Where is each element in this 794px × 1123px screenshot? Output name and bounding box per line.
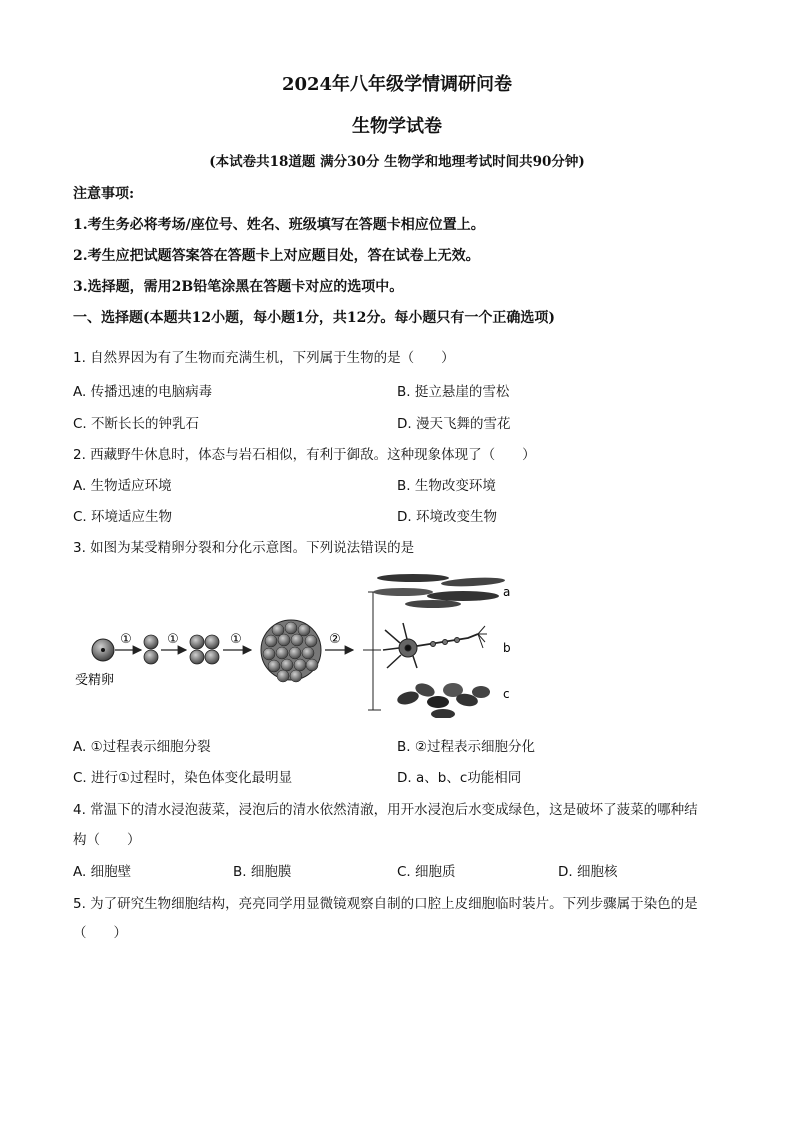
notice-item-1: 1.考生务必将考场/座位号、姓名、班级填写在答题卡相应位置上。 (73, 217, 485, 233)
question-4-stem-line1: 4. 常温下的清水浸泡菠菜，浸泡后的清水依然清澈，用开水浸泡后水变成绿色，这是破坏了菠菜的哪种结 (73, 802, 698, 818)
question-1-stem: 1. 自然界因为有了生物而充满生机，下列属于生物的是（ ） (73, 350, 455, 366)
question-1-option-b: B. 挺立悬崖的雪松 (397, 384, 510, 400)
exam-title: 2024年八年级学情调研问卷 (281, 74, 513, 95)
zygote-cell (92, 639, 114, 661)
question-2-option-a: A. 生物适应环境 (73, 478, 172, 494)
exam-subject: 生物学试卷 (352, 116, 442, 137)
question-2-stem: 2. 西藏野牛休息时，体态与岩石相似，有利于御敌。这种现象体现了（ ） (73, 447, 536, 463)
branch-bracket (363, 592, 373, 710)
cell-cluster (261, 620, 321, 682)
two-cell-stage (144, 635, 158, 664)
question-2-option-b: B. 生物改变环境 (397, 478, 496, 494)
question-1-option-c: C. 不断长长的钟乳石 (73, 416, 200, 432)
label-a: a (503, 585, 511, 599)
question-4-option-a: A. 细胞壁 (73, 864, 132, 880)
question-5-stem-line1: 5. 为了研究生物细胞结构，亮亮同学用显微镜观察自制的口腔上皮细胞临时装片。下列步骤属于染色的是 (73, 896, 698, 912)
question-5-stem-line2: （ ） (73, 925, 127, 941)
question-3-option-c: C. 进行①过程时，染色体变化最明显 (73, 770, 293, 786)
four-cell-stage (190, 635, 219, 664)
zygote-label: 受精卵 (75, 673, 115, 688)
question-4-option-d: D. 细胞核 (558, 864, 618, 880)
question-2-option-d: D. 环境改变生物 (397, 509, 497, 525)
neuron-cell (383, 623, 487, 668)
section-heading: 一、选择题(本题共12小题，每小题1分，共12分。每小题只有一个正确选项) (73, 310, 555, 326)
step-2-label: ② (329, 632, 341, 647)
label-c: c (503, 687, 510, 701)
question-3-option-d: D. a、b、c功能相同 (397, 770, 522, 786)
blood-cells (396, 681, 490, 718)
notice-item-2: 2.考生应把试题答案答在答题卡上对应题目处，答在试卷上无效。 (73, 248, 480, 264)
question-1-option-a: A. 传播迅速的电脑病毒 (73, 384, 213, 400)
notice-item-3: 3.选择题，需用2B铅笔涂黑在答题卡对应的选项中。 (73, 279, 404, 295)
muscle-cells (373, 574, 505, 608)
question-1-option-d: D. 漫天飞舞的雪花 (397, 416, 511, 432)
exam-subtitle: (本试卷共18道题 满分30分 生物学和地理考试时间共90分钟) (209, 154, 585, 170)
notice-heading: 注意事项: (73, 186, 135, 202)
step-1-label-2: ① (167, 632, 179, 647)
question-2-option-c: C. 环境适应生物 (73, 509, 173, 525)
question-3-option-a: A. ①过程表示细胞分裂 (73, 739, 211, 755)
question-4-option-c: C. 细胞质 (397, 864, 456, 880)
question-4-option-b: B. 细胞膜 (233, 864, 292, 880)
question-3-stem: 3. 如图为某受精卵分裂和分化示意图。下列说法错误的是 (73, 540, 415, 556)
label-b: b (503, 641, 511, 655)
cell-division-diagram (73, 568, 533, 718)
step-1-label-3: ① (230, 632, 242, 647)
question-3-option-b: B. ②过程表示细胞分化 (397, 739, 535, 755)
question-4-stem-line2: 构（ ） (73, 832, 141, 848)
step-1-label: ① (120, 632, 132, 647)
